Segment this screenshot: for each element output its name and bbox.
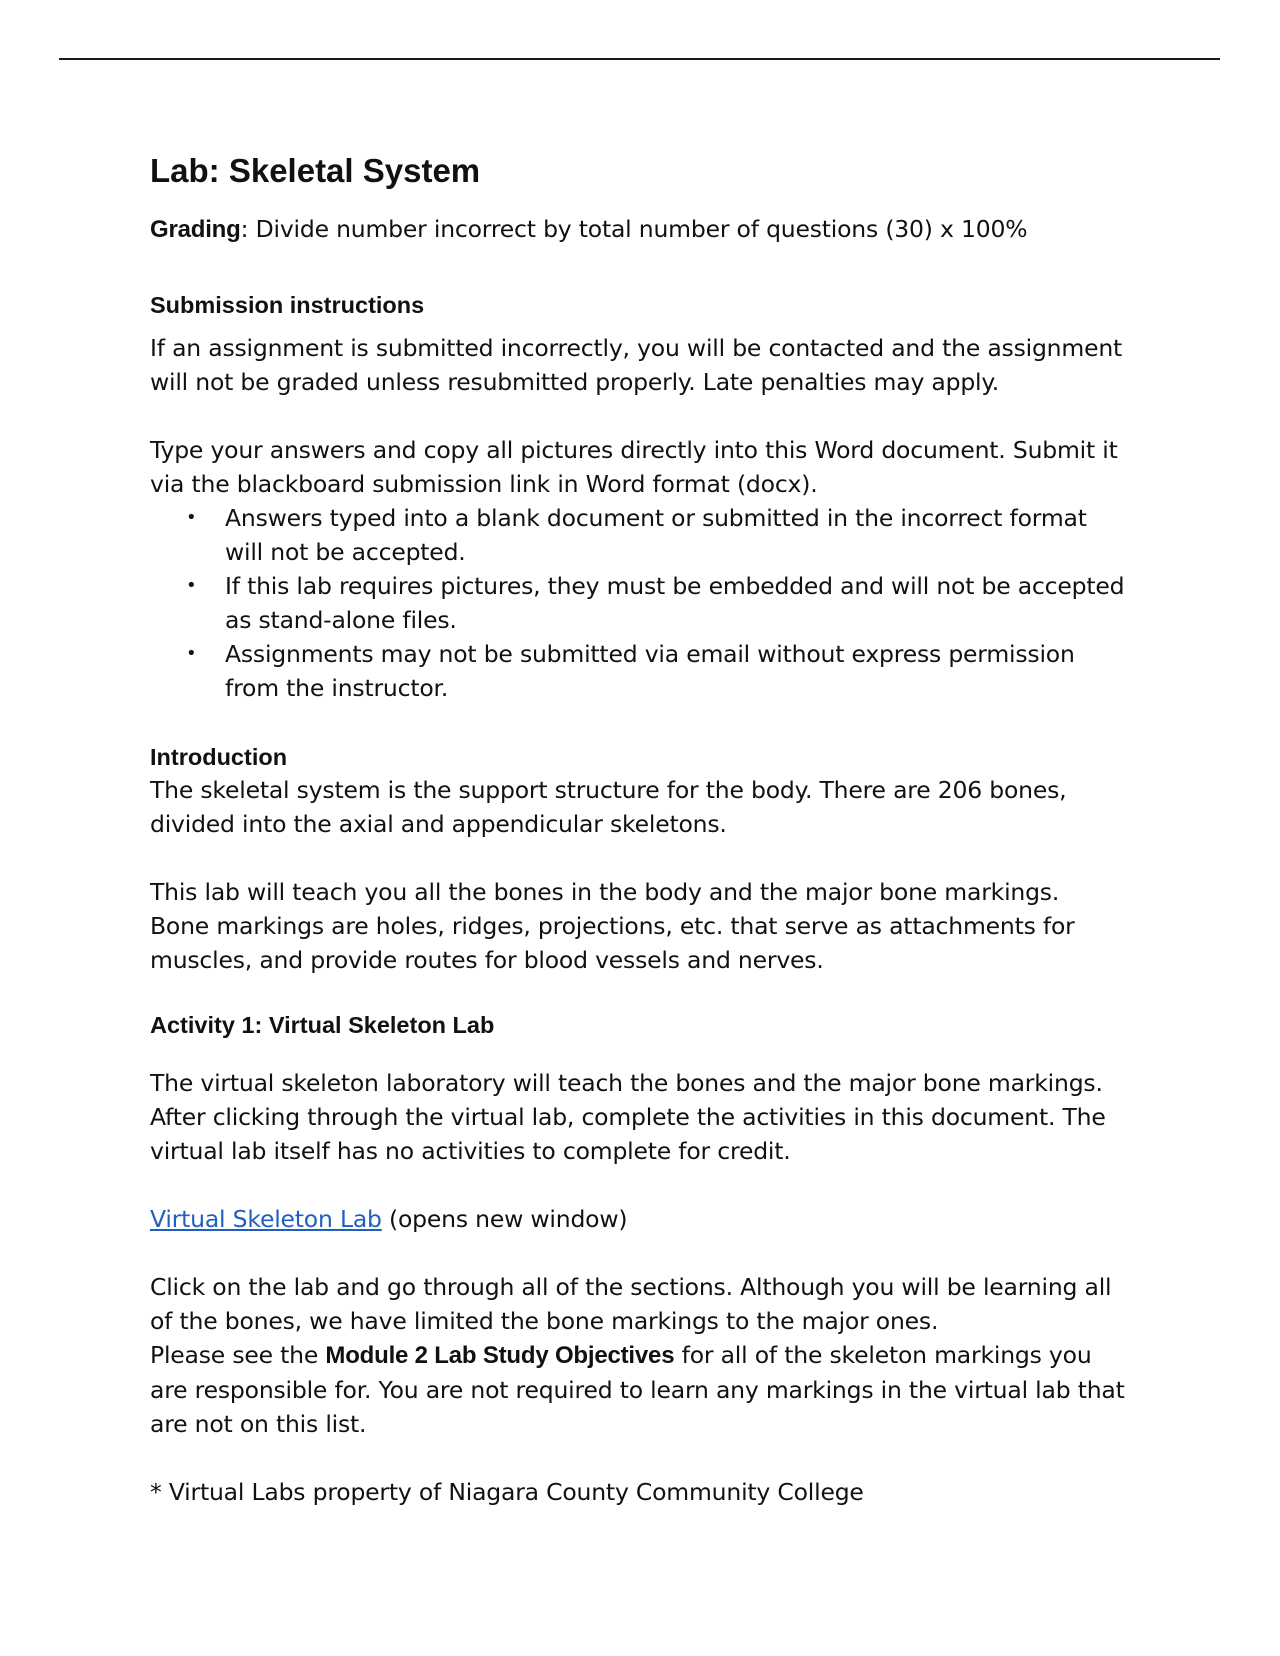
- grading-text: : Divide number incorrect by total number of questions (30) x 100%: [240, 215, 1028, 243]
- paragraph-3-prefix: Please see the: [150, 1341, 326, 1369]
- footnote: * Virtual Labs property of Niagara County Community College: [150, 1478, 864, 1506]
- activity1-paragraph-2: Click on the lab and go through all of the sections. Although you will be learning all of the bones, we have limited the bone markings to the major ones.: [150, 1273, 1112, 1335]
- activity1-heading: Activity 1: Virtual Skeleton Lab: [150, 1012, 495, 1038]
- grading-label: Grading: [150, 216, 241, 243]
- link-suffix: (opens new window): [381, 1205, 628, 1233]
- list-item: [186, 569, 1125, 637]
- list-item: [186, 501, 1125, 569]
- submission-paragraph-1: If an assignment is submitted incorrectly, you will be contacted and the assignment will not be graded unless resubmitted properly. Late penalties may apply.: [150, 334, 1123, 396]
- bullet-icon: •: [186, 575, 197, 596]
- study-objectives-reference: Module 2 Lab Study Objectives: [325, 1342, 675, 1369]
- activity1-paragraph-3: [150, 1338, 1125, 1441]
- introduction-paragraph-1: The skeletal system is the support structure for the body. There are 206 bones, divided into the axial and appendicular skeletons.: [150, 776, 1067, 838]
- introduction-paragraph-2: This lab will teach you all the bones in the body and the major bone markings. Bone markings are holes, ridges, projections, etc. that serve as attachments for muscles, and provide routes for blood vessels and nerves.: [150, 878, 1075, 974]
- list-item: [186, 637, 1125, 705]
- header-rule: [59, 58, 1220, 60]
- paragraph-3-suffix: for all of the skeleton markings you are responsible for. You are not required to learn any markings in the virtual lab that are not on this list.: [150, 1341, 1125, 1438]
- document-page: [150, 140, 1125, 1509]
- introduction-heading: Introduction: [150, 744, 288, 770]
- page-title: Lab: Skeletal System: [150, 152, 481, 189]
- submission-paragraph-2: Type your answers and copy all pictures directly into this Word document. Submit it via the blackboard submission link in Word format (docx).: [150, 436, 1118, 498]
- virtual-lab-link-line: [150, 1202, 1125, 1236]
- activity1-paragraph-1: The virtual skeleton laboratory will teach the bones and the major bone markings. After clicking through the virtual lab, complete the activities in this document. The virtual lab itself has no activities to complete for credit.: [150, 1069, 1106, 1165]
- list-item-text: If this lab requires pictures, they must be embedded and will not be accepted as stand-alone files.: [225, 572, 1125, 634]
- bullet-icon: •: [186, 507, 197, 528]
- bullet-icon: •: [186, 643, 197, 664]
- list-item-text: Assignments may not be submitted via email without express permission from the instructor.: [225, 640, 1075, 702]
- virtual-skeleton-lab-link[interactable]: Virtual Skeleton Lab: [150, 1205, 382, 1233]
- grading-line: [150, 212, 1125, 247]
- list-item-text: Answers typed into a blank document or submitted in the incorrect format will not be accepted.: [225, 504, 1087, 566]
- submission-heading: Submission instructions: [150, 292, 425, 318]
- submission-rules-list: [150, 501, 1125, 705]
